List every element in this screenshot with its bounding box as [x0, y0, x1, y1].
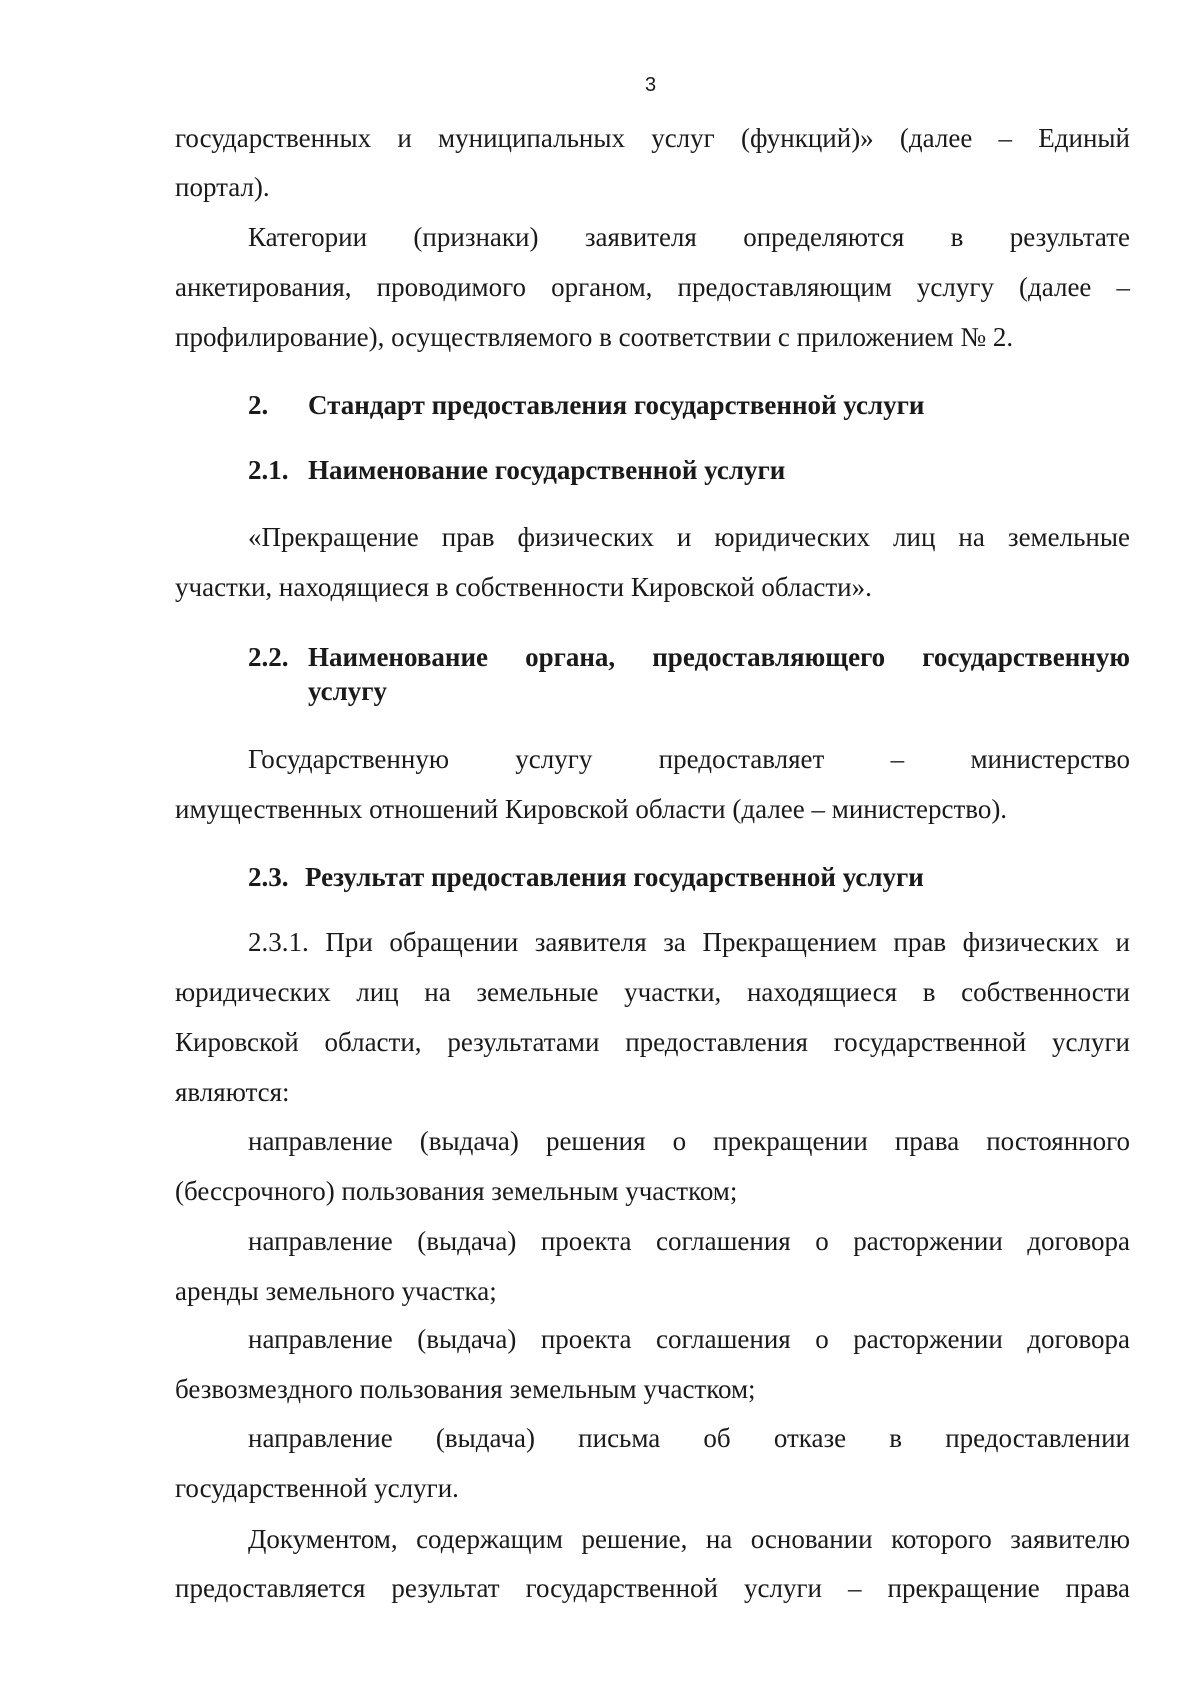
list-item-line: аренды земельного участка;	[175, 1276, 497, 1306]
paragraph-line: Кировской области, результатами предоставления государственной услуги	[175, 1027, 1130, 1057]
paragraph-line: 2.3.1. При обращении заявителя за Прекращением прав физических и	[248, 927, 1130, 957]
paragraph-line: «Прекращение прав физических и юридических лиц на земельные	[248, 522, 1130, 552]
section-title: Наименование государственной услуги	[308, 455, 786, 485]
paragraph-line: предоставляется результат государственной услуги – прекращение права	[175, 1573, 1130, 1603]
list-item-line: (бессрочного) пользования земельным участком;	[175, 1176, 738, 1206]
section-heading-2-3	[248, 860, 1130, 894]
paragraph-line: Государственную услугу предоставляет – министерство	[248, 744, 1130, 774]
list-item-line: направление (выдача) проекта соглашения о расторжении договора	[248, 1226, 1130, 1256]
section-title: Наименование органа, предоставляющего государственную	[308, 642, 1130, 672]
section-title: Результат предоставления государственной услуги	[305, 862, 924, 892]
paragraph-line: портал).	[175, 172, 270, 202]
paragraph-line: Категории (признаки) заявителя определяются в результате	[248, 222, 1130, 252]
paragraph-line: профилирование), осуществляемого в соответствии с приложением № 2.	[175, 322, 1014, 352]
section-number: 2.	[248, 390, 269, 420]
paragraph-line: являются:	[175, 1077, 290, 1107]
list-item-line: безвозмездного пользования земельным участком;	[175, 1374, 756, 1404]
paragraph-line: анкетирования, проводимого органом, предоставляющим услугу (далее –	[175, 272, 1130, 302]
paragraph-line: Документом, содержащим решение, на основании которого заявителю	[248, 1524, 1130, 1554]
paragraph-line: государственных и муниципальных услуг (функций)» (далее – Единый	[175, 123, 1130, 153]
list-item-line: направление (выдача) проекта соглашения о расторжении договора	[248, 1324, 1130, 1354]
section-heading-2-2	[248, 640, 1130, 674]
section-title: Стандарт предоставления государственной услуги	[308, 390, 925, 420]
section-heading-2-1	[248, 453, 1130, 487]
list-item-line: государственной услуги.	[175, 1473, 459, 1503]
section-heading-2	[248, 388, 1130, 422]
list-item-line: направление (выдача) решения о прекращении права постоянного	[248, 1126, 1130, 1156]
section-number: 2.2.	[248, 642, 289, 672]
list-item-line: направление (выдача) письма об отказе в предоставлении	[248, 1423, 1130, 1453]
paragraph-line: участки, находящиеся в собственности Кировской области».	[175, 572, 872, 602]
paragraph-line: имущественных отношений Кировской области (далее – министерство).	[175, 794, 1008, 824]
section-number: 2.1.	[248, 455, 289, 485]
section-title-continuation: услугу	[308, 676, 388, 706]
paragraph-line: юридических лиц на земельные участки, находящиеся в собственности	[175, 977, 1130, 1007]
section-number: 2.3.	[248, 862, 289, 892]
page-number: 3	[645, 74, 657, 96]
